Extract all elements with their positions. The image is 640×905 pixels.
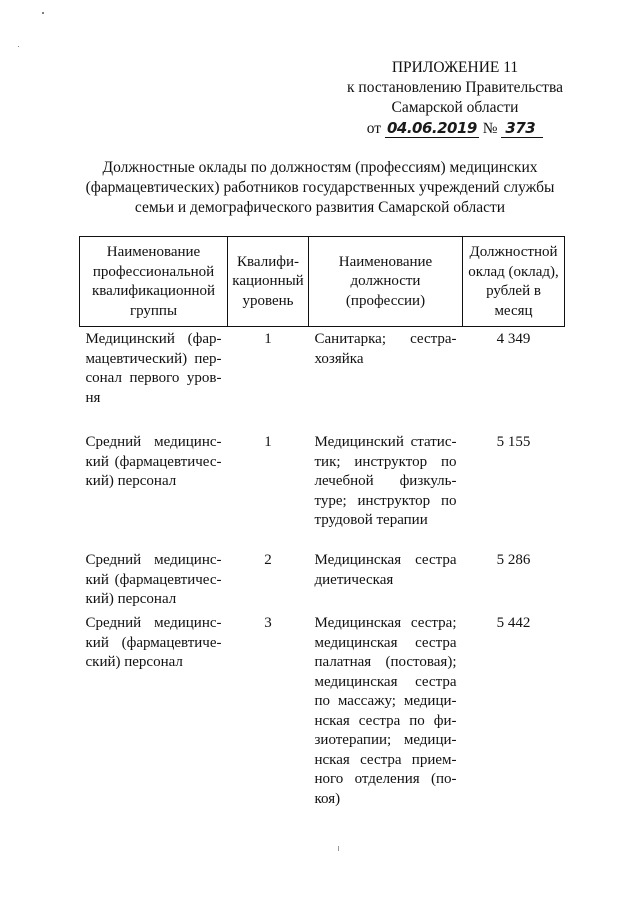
header-level	[228, 237, 309, 327]
cell-line: туре; инструктор по	[314, 492, 457, 509]
header-line: оклад (оклад),	[468, 263, 559, 280]
cell-group	[80, 548, 228, 611]
header-line: должности	[350, 273, 421, 290]
header-line: квалификационной	[91, 283, 216, 299]
header-line: рублей в месяц	[486, 283, 541, 319]
cell-line: Санитарка; сестра-	[314, 331, 457, 347]
cell-line: кий (фармацевтичес-	[85, 571, 222, 588]
cell-line: Средний медицинс-	[85, 434, 222, 450]
number-label: №	[482, 120, 498, 137]
cell-position	[309, 430, 463, 548]
cell-level: 2	[264, 552, 272, 568]
header-group	[80, 237, 228, 327]
cell-line: Средний медицинс-	[85, 552, 222, 568]
appendix-header	[310, 58, 600, 139]
scan-speck	[42, 12, 44, 14]
cell-line: кий (фармацевтичес-	[85, 453, 222, 470]
cell-position	[309, 548, 463, 611]
cell-line: хозяйка	[314, 350, 364, 367]
cell-line: Медицинская сестра;	[314, 615, 457, 631]
cell-group	[80, 611, 228, 814]
cell-line: Медицинский статис-	[314, 434, 457, 450]
cell-line: кий) персонал	[85, 473, 177, 489]
cell-line: палатная (постовая);	[314, 654, 457, 670]
header-line: (профессии)	[345, 292, 426, 309]
header-line: группы	[129, 302, 178, 319]
cell-line: мацевтический) пер-	[85, 350, 222, 367]
cell-line: тик; инструктор по	[314, 453, 457, 470]
cell-line: коя)	[314, 790, 341, 807]
cell-level: 3	[264, 615, 272, 631]
cell-line: Средний медицинс-	[85, 615, 222, 631]
cell-salary: 5 155	[496, 434, 531, 450]
cell-line: кий (фармацевтиче-	[85, 634, 222, 651]
header-line: Должностной	[469, 244, 558, 260]
document-title	[75, 158, 565, 218]
appendix-region-line: Самарской области	[391, 99, 519, 116]
table-header-row	[80, 237, 565, 327]
cell-line: медицинская сестра	[314, 673, 457, 690]
header-salary	[463, 237, 565, 327]
cell-level: 1	[264, 331, 272, 347]
table-row	[80, 611, 565, 814]
header-line: уровень	[242, 292, 294, 309]
cell-line: диетическая	[314, 571, 394, 588]
cell-line: лечебной физкуль-	[314, 473, 457, 489]
decree-date: 04.06.2019	[386, 119, 477, 137]
header-line: кационный	[232, 273, 304, 290]
scan-mark	[338, 846, 339, 851]
cell-line: ский) персонал	[85, 654, 183, 670]
header-line: Квалифи-	[237, 253, 299, 270]
cell-line: ня	[85, 389, 101, 406]
title-line: (фармацевтических) работников государственных учреждений службы	[85, 179, 555, 196]
header-line: Наименование	[338, 253, 433, 270]
cell-line: зиотерапии; медици-	[314, 732, 457, 748]
title-line: Должностные оклады по должностям (профессиям) медицинских	[102, 159, 538, 176]
cell-salary: 5 442	[496, 615, 531, 631]
header-position	[309, 237, 463, 327]
cell-salary: 4 349	[496, 331, 531, 347]
cell-group	[80, 430, 228, 548]
appendix-title: ПРИЛОЖЕНИЕ 11	[391, 59, 519, 76]
table-row	[80, 430, 565, 548]
cell-line: трудовой терапии	[314, 512, 428, 528]
cell-line: ного отделения (по-	[314, 771, 457, 787]
title-line: семьи и демографического развития Самарской области	[134, 199, 506, 216]
cell-line: медицинская сестра	[314, 634, 457, 651]
appendix-decree-line: к постановлению Правительства	[347, 79, 563, 96]
cell-line: кий) персонал	[85, 591, 177, 607]
cell-salary: 5 286	[496, 552, 531, 568]
cell-level: 1	[264, 434, 272, 450]
table-row	[80, 548, 565, 611]
cell-line: по массажу; медици-	[314, 693, 457, 709]
header-line: профессиональной	[92, 263, 215, 280]
from-label: от	[366, 120, 382, 137]
cell-line: нская сестра прием-	[314, 751, 457, 768]
scan-speck	[18, 46, 19, 47]
cell-line: сонал первого уров-	[85, 370, 222, 386]
cell-group	[80, 327, 228, 431]
cell-position	[309, 327, 463, 431]
cell-line: нская сестра по фи-	[314, 712, 457, 729]
cell-line: Медицинская сестра	[314, 552, 457, 568]
cell-position	[309, 611, 463, 814]
salary-table	[79, 236, 565, 814]
table-row	[80, 327, 565, 431]
header-line: Наименование	[106, 244, 201, 260]
cell-line: Медицинский (фар-	[85, 331, 222, 347]
appendix-date-number	[310, 118, 600, 139]
decree-number: 373	[501, 119, 543, 138]
